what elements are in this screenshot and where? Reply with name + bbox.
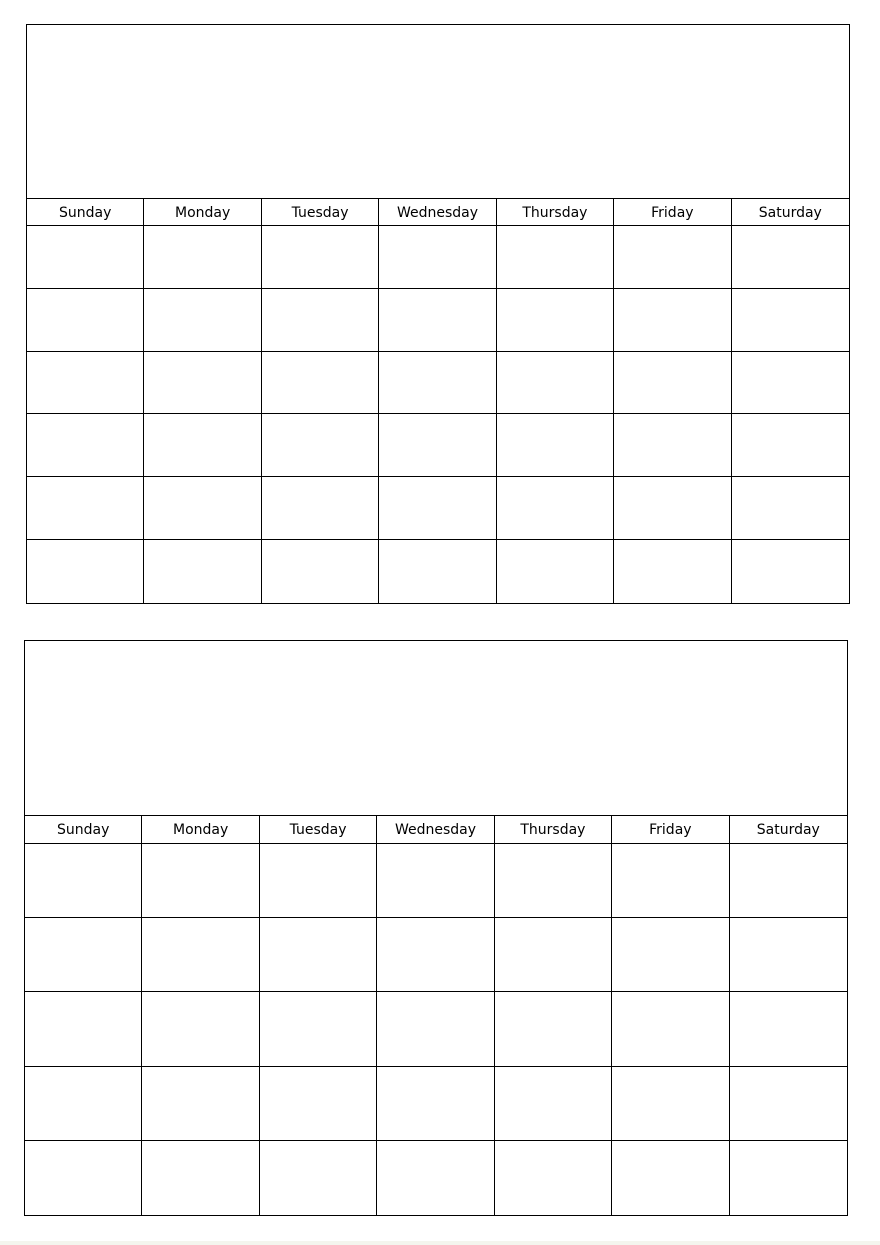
day-header-monday: Monday bbox=[142, 816, 259, 844]
day-cell[interactable] bbox=[144, 540, 261, 603]
day-cell[interactable] bbox=[730, 1067, 847, 1141]
day-cell[interactable] bbox=[612, 844, 729, 918]
day-header-saturday: Saturday bbox=[730, 816, 847, 844]
day-cell[interactable] bbox=[25, 1067, 142, 1141]
day-cell[interactable] bbox=[27, 352, 144, 415]
day-header-thursday: Thursday bbox=[497, 199, 614, 226]
day-cell[interactable] bbox=[732, 414, 849, 477]
day-cell[interactable] bbox=[495, 1067, 612, 1141]
day-cell[interactable] bbox=[495, 1141, 612, 1215]
day-header-wednesday: Wednesday bbox=[379, 199, 496, 226]
day-header-monday: Monday bbox=[144, 199, 261, 226]
day-header-friday: Friday bbox=[614, 199, 731, 226]
day-cell[interactable] bbox=[497, 352, 614, 415]
day-cell[interactable] bbox=[497, 226, 614, 289]
day-cell[interactable] bbox=[732, 352, 849, 415]
day-cell[interactable] bbox=[614, 414, 731, 477]
day-cell[interactable] bbox=[732, 540, 849, 603]
day-header-wednesday: Wednesday bbox=[377, 816, 494, 844]
day-cell[interactable] bbox=[260, 918, 377, 992]
day-cell[interactable] bbox=[25, 844, 142, 918]
day-cell[interactable] bbox=[260, 1067, 377, 1141]
day-cell[interactable] bbox=[27, 226, 144, 289]
day-cell[interactable] bbox=[262, 414, 379, 477]
day-cell[interactable] bbox=[27, 289, 144, 352]
day-cell[interactable] bbox=[142, 1141, 259, 1215]
day-cell[interactable] bbox=[379, 414, 496, 477]
day-cell[interactable] bbox=[495, 992, 612, 1066]
day-cell[interactable] bbox=[262, 540, 379, 603]
day-cell[interactable] bbox=[377, 844, 494, 918]
day-cell[interactable] bbox=[379, 477, 496, 540]
day-cell[interactable] bbox=[379, 226, 496, 289]
calendar-title-area[interactable] bbox=[25, 641, 847, 816]
day-cell[interactable] bbox=[142, 1067, 259, 1141]
day-cell[interactable] bbox=[262, 289, 379, 352]
day-cell[interactable] bbox=[142, 918, 259, 992]
day-header-friday: Friday bbox=[612, 816, 729, 844]
calendar-top bbox=[26, 24, 850, 604]
day-cell[interactable] bbox=[262, 226, 379, 289]
day-cell[interactable] bbox=[730, 992, 847, 1066]
day-cell[interactable] bbox=[260, 844, 377, 918]
day-cell[interactable] bbox=[497, 477, 614, 540]
day-cell[interactable] bbox=[144, 477, 261, 540]
day-cell[interactable] bbox=[730, 1141, 847, 1215]
day-cell[interactable] bbox=[612, 1067, 729, 1141]
day-cell[interactable] bbox=[379, 352, 496, 415]
day-cell[interactable] bbox=[144, 414, 261, 477]
day-header-saturday: Saturday bbox=[732, 199, 849, 226]
calendar-grid bbox=[25, 816, 847, 1215]
day-cell[interactable] bbox=[377, 992, 494, 1066]
day-header-tuesday: Tuesday bbox=[262, 199, 379, 226]
day-header-sunday: Sunday bbox=[25, 816, 142, 844]
day-cell[interactable] bbox=[144, 352, 261, 415]
day-cell[interactable] bbox=[144, 226, 261, 289]
day-cell[interactable] bbox=[614, 352, 731, 415]
calendar-bottom bbox=[24, 640, 848, 1216]
day-cell[interactable] bbox=[262, 352, 379, 415]
day-cell[interactable] bbox=[25, 1141, 142, 1215]
day-cell[interactable] bbox=[495, 918, 612, 992]
day-cell[interactable] bbox=[732, 289, 849, 352]
day-cell[interactable] bbox=[377, 1067, 494, 1141]
day-cell[interactable] bbox=[25, 992, 142, 1066]
day-cell[interactable] bbox=[27, 414, 144, 477]
day-cell[interactable] bbox=[262, 477, 379, 540]
day-cell[interactable] bbox=[379, 289, 496, 352]
calendar-grid bbox=[27, 199, 849, 603]
day-cell[interactable] bbox=[612, 992, 729, 1066]
day-cell[interactable] bbox=[497, 289, 614, 352]
day-cell[interactable] bbox=[495, 844, 612, 918]
day-cell[interactable] bbox=[27, 477, 144, 540]
day-cell[interactable] bbox=[614, 289, 731, 352]
day-cell[interactable] bbox=[614, 477, 731, 540]
day-cell[interactable] bbox=[260, 1141, 377, 1215]
day-cell[interactable] bbox=[614, 226, 731, 289]
day-cell[interactable] bbox=[612, 1141, 729, 1215]
day-cell[interactable] bbox=[730, 844, 847, 918]
page-bottom-strip bbox=[0, 1241, 880, 1245]
day-cell[interactable] bbox=[612, 918, 729, 992]
day-cell[interactable] bbox=[732, 477, 849, 540]
day-cell[interactable] bbox=[497, 414, 614, 477]
day-header-thursday: Thursday bbox=[495, 816, 612, 844]
day-cell[interactable] bbox=[260, 992, 377, 1066]
day-header-sunday: Sunday bbox=[27, 199, 144, 226]
day-header-tuesday: Tuesday bbox=[260, 816, 377, 844]
day-cell[interactable] bbox=[25, 918, 142, 992]
day-cell[interactable] bbox=[27, 540, 144, 603]
day-cell[interactable] bbox=[614, 540, 731, 603]
day-cell[interactable] bbox=[497, 540, 614, 603]
calendar-title-area[interactable] bbox=[27, 25, 849, 199]
day-cell[interactable] bbox=[142, 992, 259, 1066]
day-cell[interactable] bbox=[732, 226, 849, 289]
day-cell[interactable] bbox=[730, 918, 847, 992]
day-cell[interactable] bbox=[379, 540, 496, 603]
day-cell[interactable] bbox=[377, 1141, 494, 1215]
day-cell[interactable] bbox=[142, 844, 259, 918]
day-cell[interactable] bbox=[377, 918, 494, 992]
day-cell[interactable] bbox=[144, 289, 261, 352]
